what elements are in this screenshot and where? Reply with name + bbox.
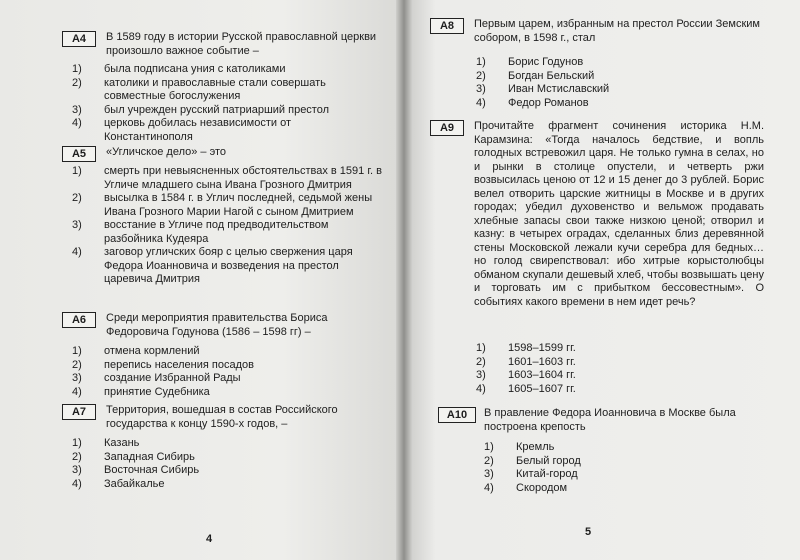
answer-option: 2) католики и православные стали совершать совместные богослужения (72, 76, 326, 102)
answer-option: 1) Борис Годунов (476, 56, 584, 68)
answer-option: 4) 1605–1607 гг. (476, 382, 576, 395)
question-text: Среди мероприятия правительства Бориса Федоровича Годунова (1586 – 1598 гг) – (106, 312, 328, 338)
answer-option: 2) высылка в 1584 г. в Углич последней, седьмой жены Ивана Грозного Марии Нагой с сыном Дмитрием (72, 192, 373, 218)
answer-option: 3) был учрежден русский патриарший престол (72, 103, 330, 116)
answer-option: 2) Богдан Бельский (476, 69, 595, 82)
question-text: В правление Федора Иоанновича в Москве была построена крепость (484, 407, 736, 433)
answer-options (476, 342, 756, 396)
question-text: В 1589 году в истории Русской православной церкви произошло важное событие – (106, 31, 377, 57)
answer-option: 3) Китай-город (484, 468, 578, 480)
answer-option: 1) отмена кормлений (72, 345, 200, 357)
book-gutter (396, 0, 412, 560)
question-label: A7 (62, 404, 96, 420)
answer-option: 4) церковь добилась независимости от Константинополя (72, 117, 291, 143)
answer-option: 3) восстание в Угличе под предводительством разбойника Кудеяра (72, 219, 329, 245)
answer-options (484, 441, 754, 495)
answer-option: 1) Кремль (484, 441, 555, 453)
answer-option: 1) 1598–1599 гг. (476, 342, 576, 354)
question-label: A8 (430, 18, 464, 34)
question-text: Прочитайте фрагмент сочинения историка Н.М. Карамзина: «Тогда началось бедствие, и вопль голодных встревожил царя. Не только гумна в селах, но и рынки в столице опустели, и четверть ржи возвысилась ценою от 12 и 15 денег до 3 рублей. Борис велел отворить царские житницы в Москве и в других городах; убедил духовенство и вельмож продавать хлебные запасы свои также низкою ценой; отворил и казну: в четырех оградах, сделанных близ деревянной стены Московской лежали кучи серебра для бедных… но голод свирепствовал: ибо хитрые корыстолюбцы обманом скупали дешевый хлеб, чтобы возвышать цену и торговать им с прибытком бессовестным». О событиях какого времени в нем идет речь? (474, 120, 764, 308)
answer-option: 1) смерть при невыясненных обстоятельствах в 1591 г. в Угличе младшего сына Ивана Грозного Дмитрия (72, 165, 382, 191)
answer-options (72, 63, 382, 144)
answer-option: 3) Иван Мстиславский (476, 83, 610, 95)
question-label: A4 (62, 31, 96, 47)
question-label: A5 (62, 146, 96, 162)
answer-options (72, 345, 382, 399)
question-text: «Угличское дело» – это (106, 146, 226, 158)
question-text: Территория, вошедшая в состав Российского государства к концу 1590-х годов, – (106, 404, 338, 430)
answer-option: 2) Белый город (484, 454, 581, 467)
answer-option: 3) Восточная Сибирь (72, 464, 200, 476)
page-number: 4 (206, 533, 213, 545)
answer-option: 4) Федор Романов (476, 96, 589, 109)
answer-option: 4) Забайкалье (72, 477, 165, 490)
answer-option: 3) 1603–1604 гг. (476, 369, 576, 381)
question-text: Первым царем, избранным на престол России Земским собором, в 1598 г., стал (474, 18, 760, 44)
answer-option: 1) Казань (72, 437, 140, 449)
answer-option: 2) 1601–1603 гг. (476, 355, 576, 368)
page-number: 5 (585, 526, 592, 538)
question-label: A6 (62, 312, 96, 328)
answer-option: 4) заговор угличских бояр с целью свержения царя Федора Иоанновича и возведения на престол царевича Дмитрия (72, 246, 353, 285)
question-label: A10 (438, 407, 476, 423)
answer-options (476, 56, 756, 110)
answer-option: 2) перепись населения посадов (72, 358, 254, 371)
answer-option: 3) создание Избранной Рады (72, 372, 241, 384)
answer-options (72, 165, 382, 287)
answer-option: 2) Западная Сибирь (72, 450, 195, 463)
answer-options (72, 437, 382, 491)
answer-option: 1) была подписана уния с католиками (72, 63, 286, 75)
question-label: A9 (430, 120, 464, 136)
answer-option: 4) принятие Судебника (72, 385, 210, 398)
answer-option: 4) Скородом (484, 481, 568, 494)
